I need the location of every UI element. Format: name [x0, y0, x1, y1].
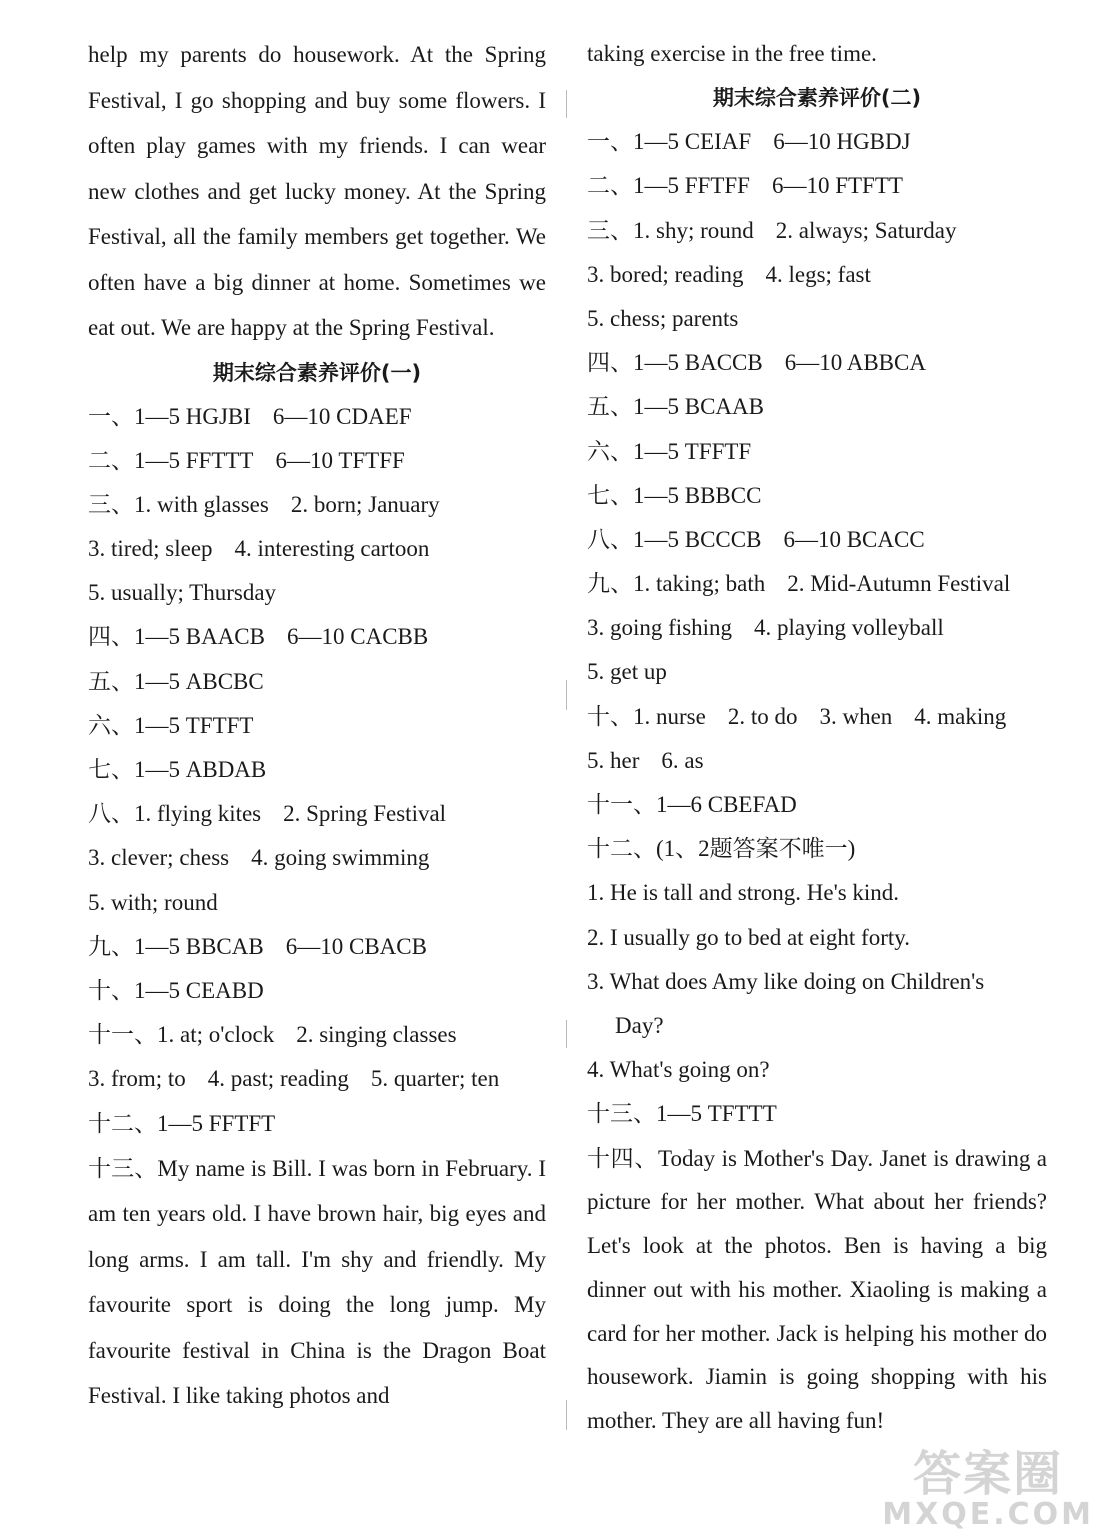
answer-part: 5. get up: [587, 659, 667, 685]
answer-part: 2. Spring Festival: [283, 801, 447, 827]
answer-part: 3. going fishing: [587, 615, 733, 641]
answer-line: [587, 341, 1047, 385]
answer-part: 6—10 BCACC: [783, 526, 925, 552]
answer-section-label: 六、: [88, 712, 134, 738]
answer-12-q4: 4. What's going on?: [587, 1057, 770, 1083]
answer-line: [88, 1013, 546, 1057]
answer-line: [88, 439, 546, 483]
answer-section-label: 九、: [587, 571, 633, 597]
answer-section-label: 四、: [587, 350, 633, 376]
answer-line: [587, 253, 1047, 297]
answer-section-label: 二、: [88, 447, 134, 473]
answer-part: 1—6 CBEFAD: [656, 792, 797, 817]
answer-line: [587, 562, 1047, 606]
answer-part: 4. legs; fast: [765, 261, 871, 287]
answer-section-label: 一、: [88, 403, 134, 429]
answer-line: [88, 925, 546, 969]
essay-14: [587, 1137, 1047, 1444]
answer-section-label: 十、: [88, 977, 134, 1003]
answer-part: 2. born; January: [290, 491, 440, 517]
answer-part: 4. going swimming: [251, 845, 430, 871]
answer-part: 3. clever; chess: [88, 845, 230, 871]
answer-line: [587, 871, 1047, 915]
answer-line: [88, 483, 546, 527]
answer-line: [88, 615, 546, 659]
answer-section-label: 十一、: [88, 1022, 157, 1048]
answer-line: [88, 748, 546, 792]
answer-section-label: 二、: [587, 173, 633, 199]
answer-part: 1—5 BBCAB: [134, 933, 264, 959]
answer-section-label: 五、: [587, 394, 633, 420]
answer-part: 2. to do: [727, 703, 798, 729]
answer-section-label: 一、: [587, 129, 633, 155]
answer-part: 1—5 ABCBC: [134, 668, 264, 694]
answer-line: [88, 527, 546, 571]
answer-line: [88, 1102, 546, 1146]
section-title-1: 期末综合素养评价(一): [212, 360, 422, 385]
answer-part: 1—5 ABDAB: [134, 757, 267, 782]
answer-line: [587, 739, 1047, 783]
column-divider: [566, 60, 567, 1500]
answer-part: 1—5 BBBCC: [633, 482, 762, 508]
answer-line: [88, 1057, 546, 1101]
answer-part: 1. flying kites: [134, 801, 262, 827]
answer-part: 5. with; round: [88, 889, 218, 915]
answer-section-label: 七、: [88, 757, 134, 782]
answer-part: 1—5 CEABD: [134, 977, 264, 1003]
answer-part: 2. singing classes: [296, 1022, 457, 1048]
answer-line: [88, 792, 546, 836]
answer-section-label: 三、: [88, 491, 134, 517]
answer-section-label: 四、: [88, 624, 134, 650]
answer-part: 4. making: [914, 703, 1007, 729]
answer-part: 1—5 BAACB: [134, 624, 265, 650]
answer-part: 1—5 TFTTT: [656, 1101, 777, 1127]
watermark-logo-text: 答案圈: [913, 1446, 1064, 1502]
answer-section-label: 八、: [587, 526, 633, 552]
answer-part: 2. always; Saturday: [775, 217, 957, 243]
answer-section-label: 三、: [587, 217, 633, 243]
answer-line: [88, 836, 546, 880]
answer-part: 1—5 BACCB: [633, 350, 763, 376]
answer-part: 5. quarter; ten: [370, 1066, 500, 1092]
answer-section-label: 十二、: [88, 1110, 157, 1136]
answer-section-label: 十三、: [587, 1101, 656, 1127]
essay-14-text: Today is Mother's Day. Janet is drawing a picture for her mother. What about her friends? Let's look at the photos. Ben is having a big dinner out with his mother. Xiaoling is making a card for her mother. Jack is helping his mother do housework. Jiamin is going shopping with his mother. They are all having fun!: [587, 1145, 1048, 1434]
answer-part: 1—5 TFFTF: [633, 438, 752, 464]
answer-part: 1—5 FFTFT: [157, 1110, 276, 1136]
answer-line: [88, 969, 546, 1013]
essay-13: [88, 1146, 546, 1419]
answer-line: [587, 650, 1047, 694]
essay-14-label: 十四、: [587, 1145, 659, 1171]
answer-section-label: 十一、: [587, 792, 656, 817]
answer-part: 1—5 CEIAF: [633, 129, 752, 155]
right-column: [587, 32, 1047, 1443]
answer-part: 1. with glasses: [134, 491, 269, 517]
answer-section-label: 八、: [88, 801, 134, 827]
answer-part: 1. shy; round: [633, 217, 754, 243]
section-title-2: 期末综合素养评价(二): [712, 86, 922, 111]
answer-line: [88, 660, 546, 704]
answer-section-label: 十、: [587, 703, 633, 729]
answer-part: 1. He is tall and strong. He's kind.: [587, 880, 900, 906]
answer-part: 6—10 CDAEF: [272, 403, 412, 429]
answer-line: [587, 518, 1047, 562]
answer-part: 6—10 HGBDJ: [773, 129, 911, 155]
answer-part: 1. taking; bath: [633, 571, 766, 597]
answer-line: [587, 1092, 1047, 1136]
answer-part: 3. bored; reading: [587, 261, 744, 287]
answer-part: 6—10 CACBB: [287, 624, 429, 650]
answer-line: [587, 783, 1047, 827]
answer-12-q3: 3. What does Amy like doing on Children's: [587, 968, 985, 994]
answer-section-label: 五、: [88, 668, 134, 694]
answer-line: [587, 474, 1047, 518]
answer-part: 1—5 HGJBI: [134, 403, 251, 429]
answer-line: [587, 120, 1047, 164]
answer-line: [587, 606, 1047, 650]
answer-part: 4. past; reading: [207, 1066, 349, 1092]
answer-part: 3. from; to: [88, 1066, 186, 1092]
answer-part: 4. interesting cartoon: [234, 536, 430, 562]
answer-line: [587, 430, 1047, 474]
answer-part: 1—5 TFTFT: [134, 712, 254, 738]
answer-line: [587, 385, 1047, 429]
answer-line: [587, 297, 1047, 341]
answer-part: 2. Mid-Autumn Festival: [787, 571, 1011, 597]
answer-line: [587, 827, 1047, 871]
answer-line: [587, 209, 1047, 253]
intro-paragraph: help my parents do housework. At the Spring Festival, I go shopping and buy some flowers. I often play games with my friends. I can wear new clothes and get lucky money. At the Spring Festival, all the family members get together. We often have a big dinner at home. Sometimes we eat out. We are happy at the Spring Festival.: [88, 42, 546, 340]
answer-line: [88, 395, 546, 439]
answer-part: 2. I usually go to bed at eight forty.: [587, 924, 910, 950]
answer-line: [587, 916, 1047, 960]
answer-part: 3. tired; sleep: [88, 536, 213, 562]
answer-part: 4. playing volleyball: [754, 615, 944, 641]
continuation-text: taking exercise in the free time.: [587, 41, 877, 66]
answer-part: 3. when: [819, 703, 893, 729]
answer-part: 5. chess; parents: [587, 305, 739, 331]
answer-section-label: 六、: [587, 438, 633, 464]
answer-part: 6—10 TFTFF: [275, 447, 405, 473]
answer-section-label: 七、: [587, 482, 633, 508]
answer-list-2: [587, 120, 1047, 960]
answer-part: 1. nurse: [633, 703, 706, 729]
essay-13-text: My name is Bill. I was born in February. I am ten years old. I have brown hair, big eyes and long arms. I am tall. I'm shy and friendly. My favourite sport is doing the long jump. My favourite festival in China is the Dragon Boat Festival. I like taking photos and: [88, 1155, 547, 1409]
answer-part: 1—5 BCAAB: [633, 394, 764, 420]
answer-line: [587, 695, 1047, 739]
answer-line: [88, 571, 546, 615]
answer-12-q3-cont: Day?: [615, 1012, 664, 1038]
answer-part: 6—10 FTFTT: [771, 173, 903, 199]
answer-part: 5. usually; Thursday: [88, 580, 277, 606]
answer-section-label: 十二、: [587, 836, 656, 862]
answer-13: [587, 1092, 1047, 1136]
left-column: [88, 32, 546, 1419]
answer-part: 6. as: [661, 747, 704, 773]
answer-part: (1、2题答案不唯一): [656, 836, 856, 862]
answer-part: 6—10 CBACB: [285, 933, 427, 959]
answer-part: 1—5 FFTTT: [134, 447, 254, 473]
watermark-site-text: MXQE.COM: [882, 1497, 1094, 1532]
essay-13-label: 十三、: [88, 1155, 158, 1181]
answer-section-label: 九、: [88, 933, 134, 959]
watermark: [882, 1448, 1094, 1530]
answer-part: 1. at; o'clock: [157, 1022, 275, 1048]
answer-part: 5. her: [587, 747, 640, 773]
answer-line: [88, 704, 546, 748]
answer-part: 6—10 ABBCA: [784, 350, 926, 376]
answer-line: [88, 881, 546, 925]
answer-part: 1—5 BCCCB: [633, 526, 762, 552]
answer-list-1: [88, 395, 546, 1146]
answer-part: 1—5 FFTFF: [633, 173, 750, 199]
answer-line: [587, 164, 1047, 208]
